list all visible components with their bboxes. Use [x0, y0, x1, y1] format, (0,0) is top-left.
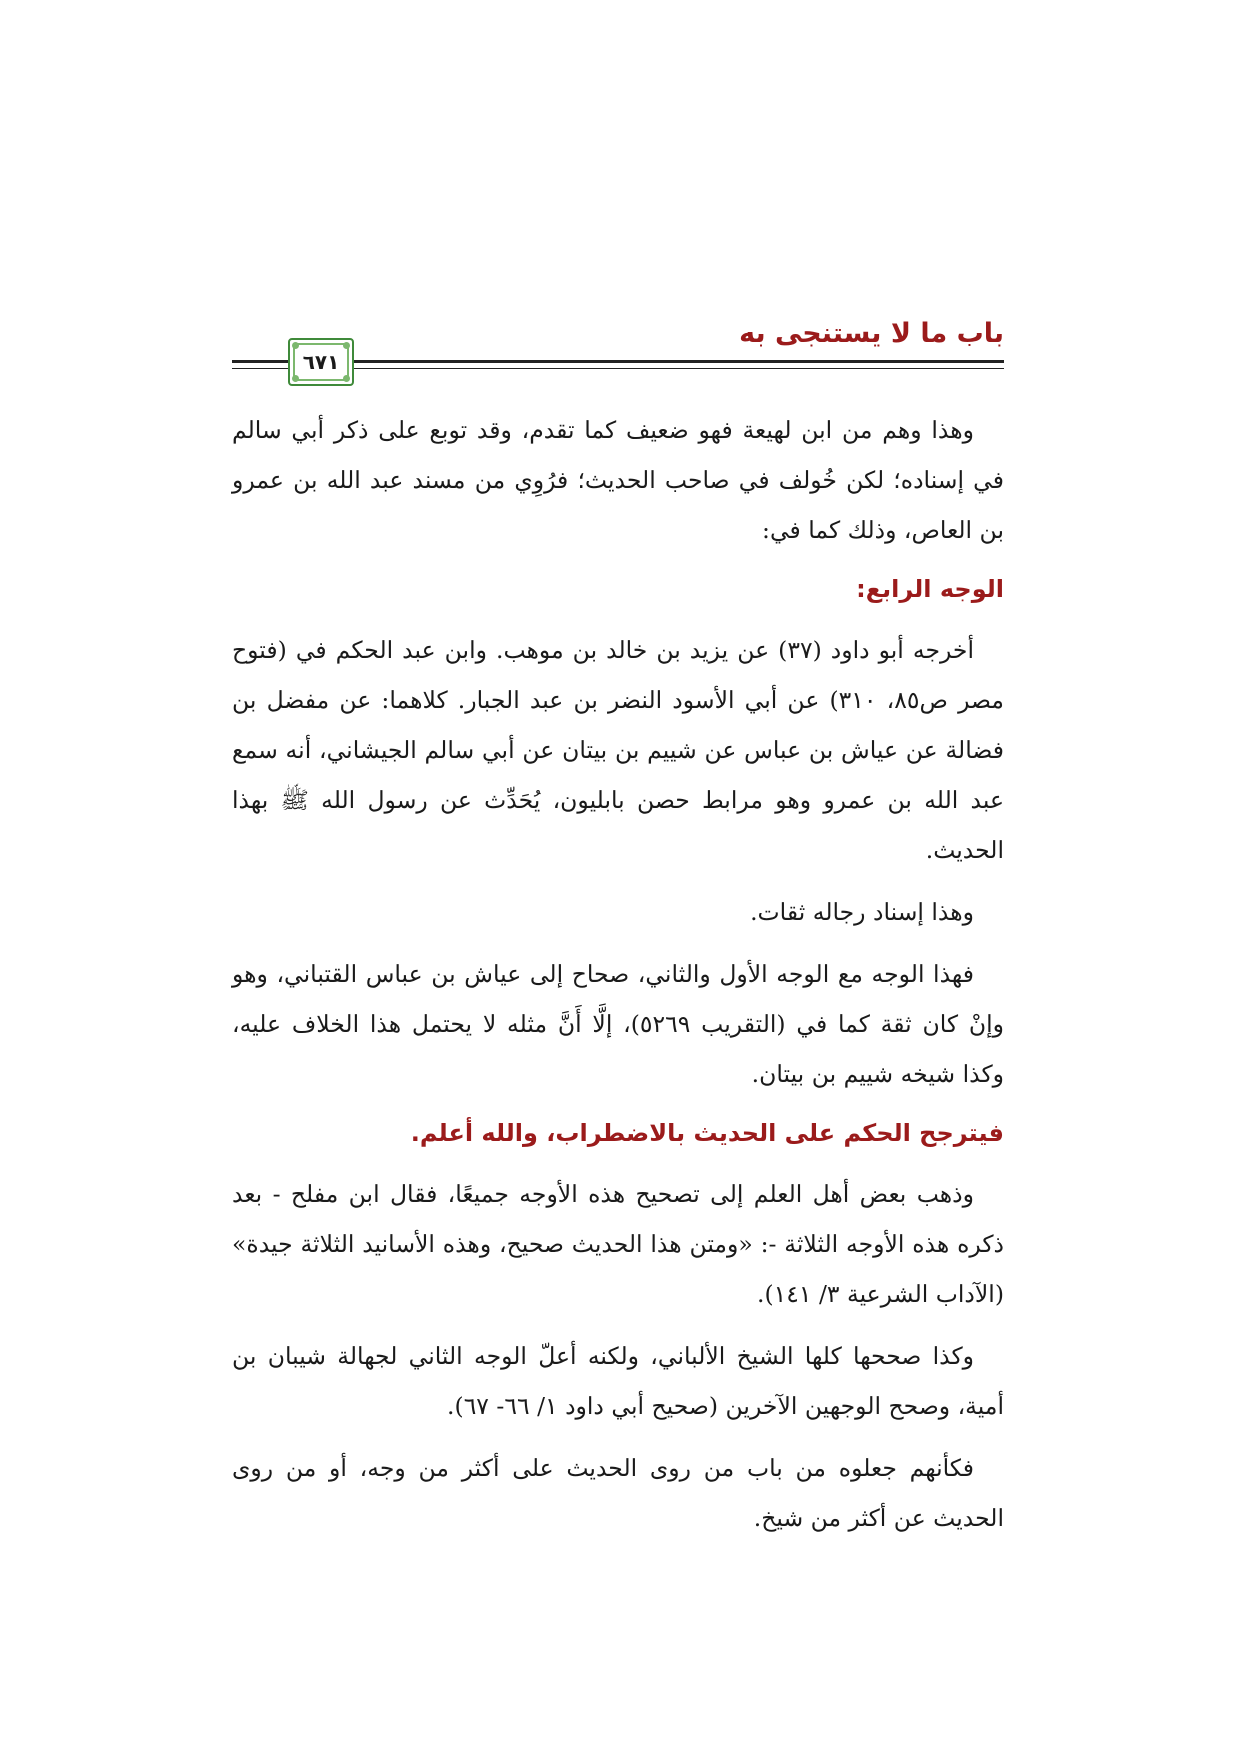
paragraph: فكأنهم جعلوه من باب من روى الحديث على أكثر من وجه، أو من روى الحديث عن أكثر من شيخ.: [232, 1454, 1004, 1532]
ornament-icon: [292, 375, 299, 382]
ornament-icon: [292, 342, 299, 349]
page-number-badge: [288, 338, 354, 386]
paragraph: أخرجه أبو داود (٣٧) عن يزيد بن خالد بن موهب. وابن عبد الحكم في (فتوح مصر ص٨٥، ٣١٠) عن أبي الأسود النضر بن عبد الجبار. كلاهما: عن مفضل بن فضالة عن عياش بن عباس عن شييم بن بيتان عن أبي سالم الجيشاني، أنه سمع عبد الله بن عمرو وهو مرابط حصن بابليون، يُحَدِّث عن رسول الله ﷺ بهذا الحديث.: [232, 636, 1004, 864]
paragraph: وكذا صححها كلها الشيخ الألباني، ولكنه أعلّ الوجه الثاني لجهالة شيبان بن أمية، وصحح الوجهين الآخرين (صحيح أبي داود ١/ ٦٦- ٦٧).: [232, 1342, 1004, 1420]
paragraph: وذهب بعض أهل العلم إلى تصحيح هذه الأوجه جميعًا، فقال ابن مفلح - بعد ذكره هذه الأوجه الثلاثة -: «ومتن هذا الحديث صحيح، وهذه الأسانيد الثلاثة جيدة» (الآداب الشرعية ٣/ ١٤١).: [232, 1180, 1004, 1308]
page-number: ٦٧١: [302, 350, 340, 374]
ornament-icon: [343, 375, 350, 382]
ornament-icon: [343, 342, 350, 349]
paragraph: فهذا الوجه مع الوجه الأول والثاني، صحاح إلى عياش بن عباس القتباني، وهو وإنْ كان ثقة كما في (التقريب ٥٢٦٩)، إلَّا أَنَّ مثله لا يحتمل هذا الخلاف عليه، وكذا شيخه شييم بن بيتان.: [232, 960, 1005, 1088]
page-body: [232, 405, 1004, 1555]
section-heading: الوجه الرابع:: [856, 575, 1004, 603]
paragraph: وهذا وهم من ابن لهيعة فهو ضعيف كما تقدم، وقد توبع على ذكر أبي سالم في إسناده؛ لكن خُولف في صاحب الحديث؛ فرُوِي من مسند عبد الله بن عمرو بن العاص، وذلك كما في:: [232, 416, 1004, 544]
chapter-title: باب ما لا يستنجى به: [739, 318, 1004, 349]
paragraph: وهذا إسناد رجاله ثقات.: [750, 898, 974, 926]
page-header: [232, 318, 1004, 388]
conclusion-heading: فيترجح الحكم على الحديث بالاضطراب، والله أعلم.: [410, 1119, 1004, 1147]
